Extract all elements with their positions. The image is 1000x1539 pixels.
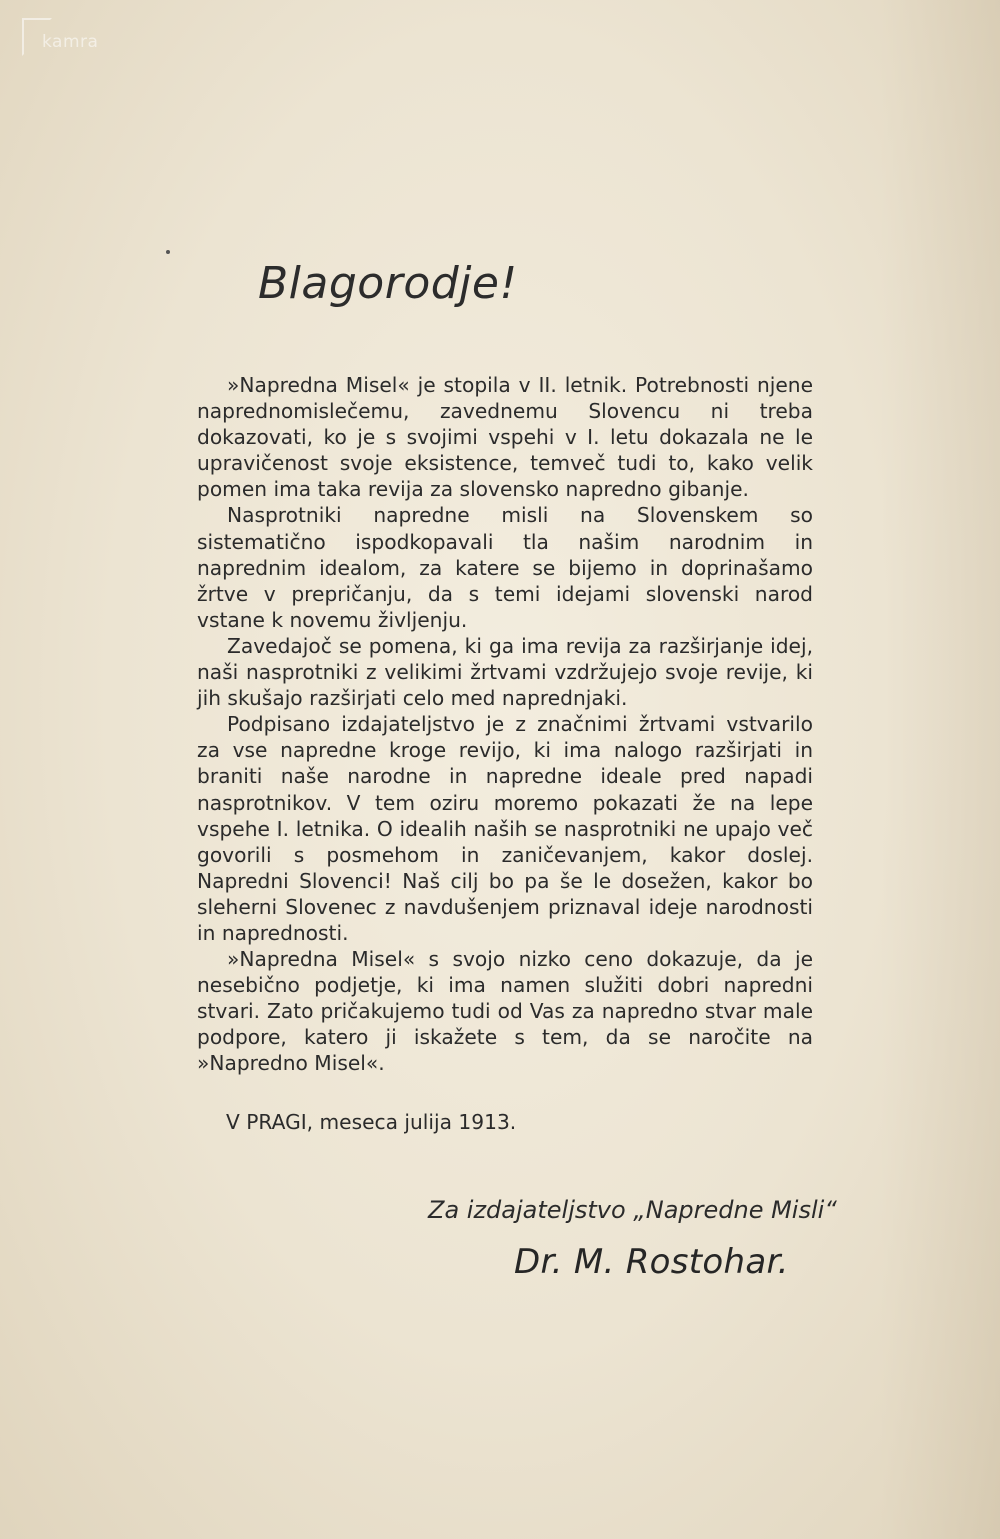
paragraph-3: Zavedajoč se pomena, ki ga ima revija za razširjanje idej, naši nasprotniki z velikimi žrtvami vzdržujejo svoje revije, ki jih skušajo razširjati celo med naprednjaki. [197,633,813,711]
paragraph-5: »Napredna Misel« s svojo nizko ceno dokazuje, da je nesebično podjetje, ki ima namen služiti dobri napredni stvari. Zato pričakujemo tudi od Vas za napredno stvar male podpore, katero ji iskažete s tem, da se naročite na »Napredno Misel«. [197,947,813,1076]
signature: Dr. M. Rostohar. [514,1242,789,1282]
paragraph-2: Nasprotniki napredne misli na Slovenskem so sistematično ispodkopavali tla našim narodnim in naprednim idealom, za katere se bijemo in doprinašamo žrtve v prepričanju, da s temi idejami slovenski narod vstane k novemu življenju. [197,503,813,632]
publisher-line: Za izdajateljstvo „Napredne Misli“ [428,1196,837,1224]
paragraph-4: Podpisano izdajateljstvo je z značnimi žrtvami vstvarilo za vse napredne kroge revijo, ki ima nalogo razširjati in braniti naše narodne in napredne ideale pred napadi nasprotnikov. V tem oziru moremo pokazati že na lepe vspehe I. letnika. O idealih naših se nasprotniki ne upajo več govorili s posmehom in zaničevanjem, kakor doslej. Napredni Slovenci! Naš cilj bo pa še le dosežen, kakor bo sleherni Slovenec z navdušenjem priznaval ideje narodnosti in naprednosti. [197,712,813,945]
letter-title: Blagorodje! [258,258,518,309]
watermark-text: kamra [42,32,99,52]
paper-speck [166,250,170,254]
paragraph-1: »Napredna Misel« je stopila v II. letnik. Potrebnosti njene naprednomislečemu, zavednemu Slovencu ni treba dokazovati, ko je s svojimi vspehi v I. letu dokazala ne le upravičenost svoje eksistence, temveč tudi to, kako velik pomen ima taka revija za slovensko napredno gibanje. [197,373,813,502]
place-date: V PRAGI, meseca julija 1913. [226,1110,517,1134]
watermark-logo [14,18,124,58]
letter-body [197,372,813,1077]
